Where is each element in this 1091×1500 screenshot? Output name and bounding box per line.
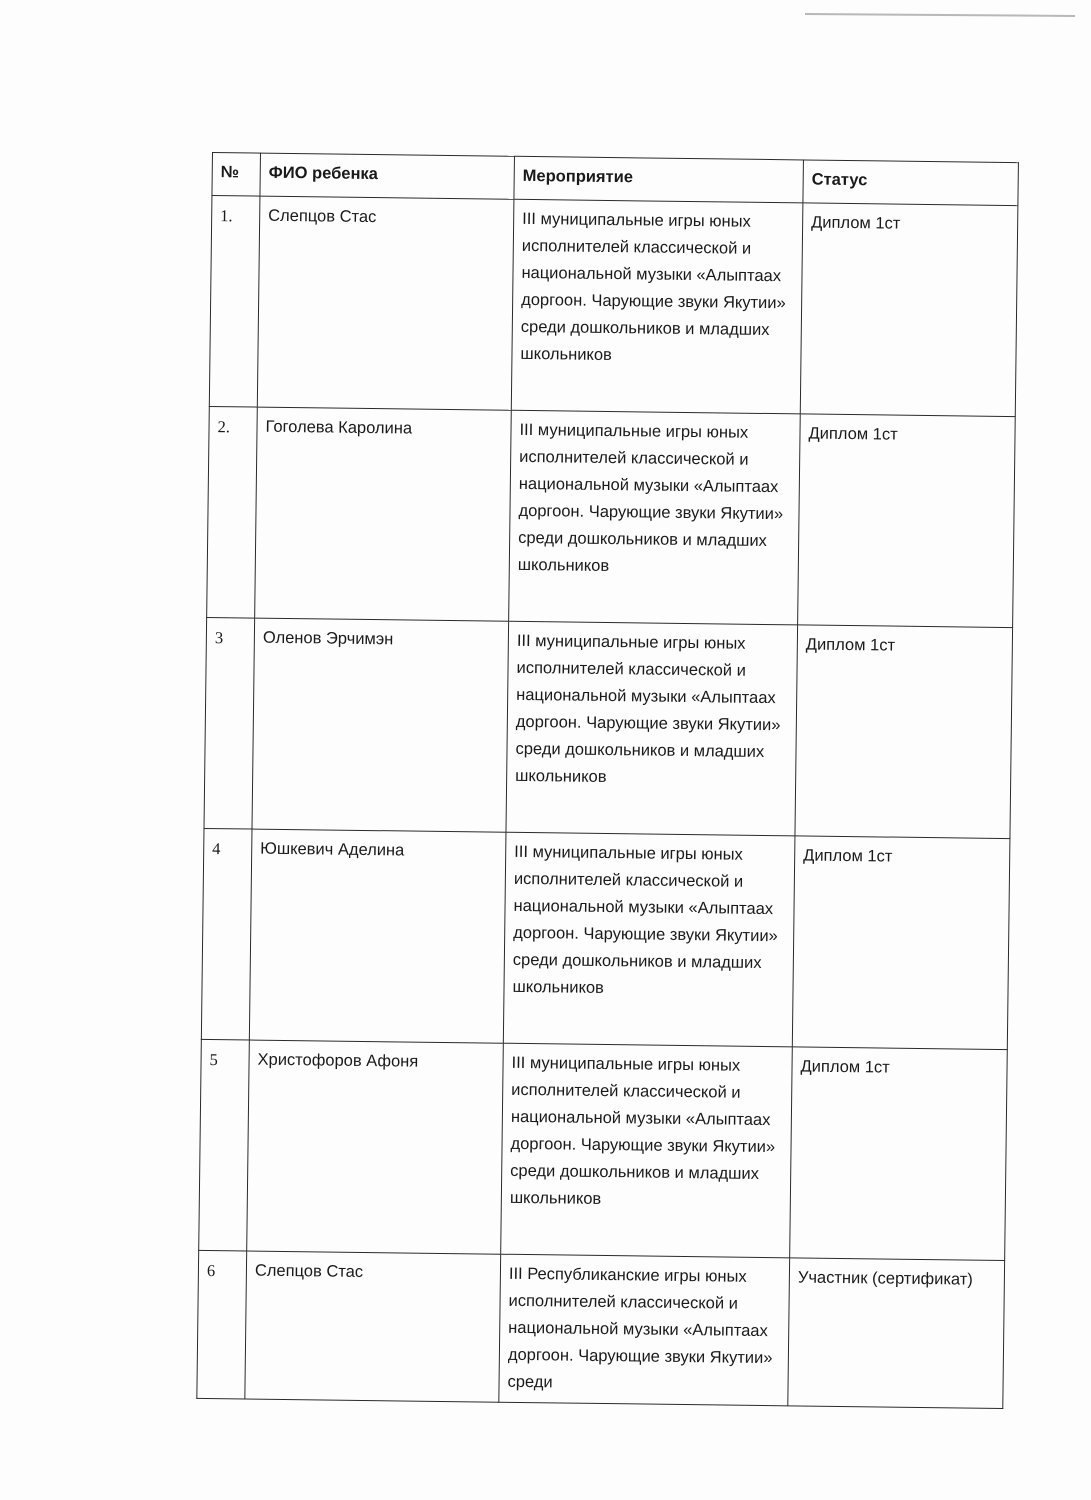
row-number: 4 bbox=[201, 828, 252, 1040]
status-cell: Диплом 1ст bbox=[800, 203, 1018, 417]
row-number: 2. bbox=[207, 406, 258, 618]
event-description: III Республиканские игры юных исполнителей классической и национальной музыки «Алыптаах доргоон. Чарующие звуки Якутии» среди bbox=[499, 1254, 790, 1406]
status-cell: Диплом 1ст bbox=[795, 625, 1013, 839]
row-number: 5 bbox=[199, 1039, 250, 1251]
child-name: Гоголева Каролина bbox=[255, 407, 512, 621]
scan-artifact-line bbox=[805, 13, 1075, 17]
child-name: Христофоров Афоня bbox=[247, 1040, 504, 1254]
table-row bbox=[204, 617, 1013, 838]
status-cell: Участник (сертификат) bbox=[788, 1258, 1005, 1409]
event-description: III муниципальные игры юных исполнителей классической и национальной музыки «Алыптаах доргоон. Чарующие звуки Якутии» среди дошкольников и младших школьников bbox=[511, 199, 803, 414]
header-event: Мероприятие bbox=[514, 156, 804, 203]
status-cell: Диплом 1ст bbox=[792, 836, 1010, 1050]
child-name: Оленов Эрчимэн bbox=[252, 618, 509, 832]
status-cell: Диплом 1ст bbox=[798, 414, 1016, 628]
table-row bbox=[209, 196, 1018, 417]
header-name: ФИО ребенка bbox=[260, 153, 515, 199]
event-description: III муниципальные игры юных исполнителей классической и национальной музыки «Алыптаах доргоон. Чарующие звуки Якутии» среди дошкольников и младших школьников bbox=[509, 410, 801, 625]
row-number: 6 bbox=[197, 1250, 247, 1399]
table-row bbox=[201, 828, 1010, 1049]
row-number: 1. bbox=[209, 196, 260, 408]
table-row bbox=[199, 1039, 1008, 1260]
event-description: III муниципальные игры юных исполнителей классической и национальной музыки «Алыптаах доргоон. Чарующие звуки Якутии» среди дошкольников и младших школьников bbox=[501, 1043, 793, 1258]
table-row bbox=[207, 406, 1016, 627]
child-name: Слепцов Стас bbox=[257, 196, 514, 410]
results-table bbox=[196, 152, 1019, 1409]
results-table-container bbox=[196, 152, 1018, 1409]
row-number: 3 bbox=[204, 617, 255, 829]
event-description: III муниципальные игры юных исполнителей классической и национальной музыки «Алыптаах доргоон. Чарующие звуки Якутии» среди дошкольников и младших школьников bbox=[506, 621, 798, 836]
child-name: Слепцов Стас bbox=[245, 1251, 501, 1402]
event-description: III муниципальные игры юных исполнителей классической и национальной музыки «Алыптаах доргоон. Чарующие звуки Якутии» среди дошкольников и младших школьников bbox=[503, 832, 795, 1047]
header-status: Статус bbox=[803, 160, 1019, 206]
status-cell: Диплом 1ст bbox=[790, 1047, 1008, 1261]
table-row bbox=[197, 1250, 1005, 1408]
child-name: Юшкевич Аделина bbox=[249, 829, 506, 1043]
header-num: № bbox=[212, 153, 261, 197]
